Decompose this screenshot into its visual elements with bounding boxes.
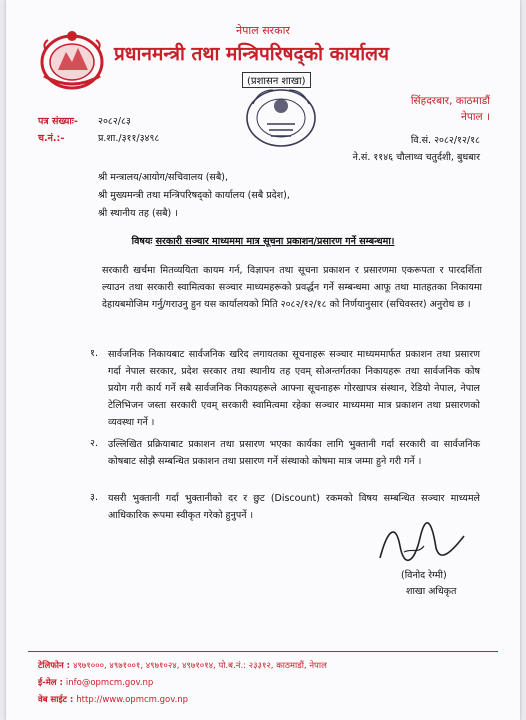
- footer-email: [38, 677, 153, 688]
- footer-phone: [38, 660, 327, 671]
- subject-line: [6, 234, 520, 247]
- item-number-3: ३.: [90, 492, 98, 503]
- date-bikram-sambat: वि.सं. २०८२/१२/१८: [410, 135, 480, 146]
- footer-divider: [28, 651, 498, 652]
- dispatch-number-value: प्र.शा./३११/३४९८: [98, 133, 160, 144]
- footer-website: [38, 694, 188, 705]
- intro-paragraph: सरकारी खर्चमा मितव्ययिता कायम गर्न, विज्ञापन तथा सूचना प्रकाशन र प्रसारणमा एकरूपता र पारदर्शिता ल्याउन तथा सरकारी स्वामित्वका सञ्चार माध्यमहरूको प्रवर्द्धन गर्ने सम्बन्धमा आफू तथा मातहतका निकायमा देहायबमोजिम गर्नु/गराउनु हुन यस कार्यालयको मिति २०८२/१२/१८ को निर्णयानुसार (सचिवस्तर) अनुरोध छ ।: [102, 265, 482, 310]
- phone-value: ४९७१०००, ४९७१००१, ४९७१०२४, ४९७१०१४, पो.ब.नं.: २३३१२, काठमाडौं, नेपाल: [73, 661, 327, 671]
- government-title: नेपाल सरकार: [236, 24, 290, 37]
- recipient-2: श्री मुख्यमन्त्री तथा मन्त्रिपरिषद्‌को कार्यालय (सबै प्रदेश),: [98, 190, 290, 201]
- email-label: ई-मेल :: [38, 678, 63, 688]
- address-line-2: नेपाल ।: [461, 111, 490, 123]
- recipient-1: श्री मन्त्रालय/आयोग/सचिवालय (सबै),: [98, 172, 228, 183]
- letter-number-value: २०८२/८३: [98, 116, 131, 127]
- recipient-3: श्री स्थानीय तह (सबै) ।: [98, 208, 178, 219]
- phone-label: टेलिफोन :: [38, 661, 71, 671]
- subject-label: विषयः: [131, 236, 153, 247]
- website-label: वेब साईट :: [38, 695, 74, 705]
- signature-icon: [374, 518, 470, 570]
- letter-page: [6, 0, 520, 720]
- letter-number-label: पत्र संख्याः-: [38, 116, 78, 127]
- item-number-2: २.: [90, 438, 98, 449]
- website-link[interactable]: http://www.opmcm.gov.np: [76, 695, 189, 705]
- branch-label: (प्रशासन शाखा): [242, 72, 311, 88]
- item-text-1: सार्वजनिक निकायबाट सार्वजनिक खरिद लगायतका सूचनाहरू सञ्चार माध्यममार्फत प्रकाशन तथा प्रसारण गर्दा नेपाल सरकार, प्रदेश सरकार तथा स्थानीय तह एवम् सोअन्तर्गतका निकायहरू तथा सार्वजनिक कोष प्रयोग गरी कार्य गर्ने सबै सार्वजनिक निकायहरूले आफ्ना सूचनाहरू गोरखापत्र संस्थान, रेडियो नेपाल, नेपाल टेलिभिजन जस्ता सरकारी एवम् सरकारी स्वामित्वमा रहेका सञ्चार माध्यममा मात्र प्रकाशन तथा प्रसारणको व्यवस्था गर्ने ।: [108, 349, 480, 428]
- item-text-3: यसरी भुक्तानी गर्दा भुक्तानीको दर र छुट (Discount) रकमको विषय सम्बन्धित सञ्चार माध्यमले आधिकारिक रूपमा स्वीकृत गरेको हुनुपर्ने ।: [108, 493, 480, 521]
- dispatch-number-label: च.नं.:-: [38, 133, 65, 144]
- item-text-2: उल्लिखित प्रक्रियाबाट प्रकाशन तथा प्रसारण भएका कार्यका लागि भुक्तानी गर्दा सरकारी वा सार्वजनिक कोषबाट सोझै सम्बन्धित प्रकाशन तथा प्रसारण गर्ने संस्थाको कोषमा मात्र जम्मा हुने गरी गर्ने ।: [108, 439, 480, 467]
- address-line-1: सिंहदरबार, काठमाडौं: [410, 95, 490, 107]
- office-title: प्रधानमन्त्री तथा मन्त्रिपरिषद्को कार्यालय: [114, 43, 390, 65]
- item-number-1: १.: [90, 348, 98, 359]
- signatory-designation: शाखा अधिकृत: [406, 586, 457, 597]
- email-link[interactable]: info@opmcm.gov.np: [65, 678, 154, 688]
- signatory-name: (विनोद रेग्मी): [401, 570, 447, 581]
- date-nepal-sambat: ने.सं. ११४६ चौलाथ्व चतुर्दशी, बुधबार: [352, 152, 480, 163]
- office-seal-icon: [241, 84, 321, 152]
- subject-text: सरकारी सञ्चार माध्यममा मात्र सूचना प्रकाशन/प्रसारण गर्ने सम्बन्धमा।: [155, 236, 395, 247]
